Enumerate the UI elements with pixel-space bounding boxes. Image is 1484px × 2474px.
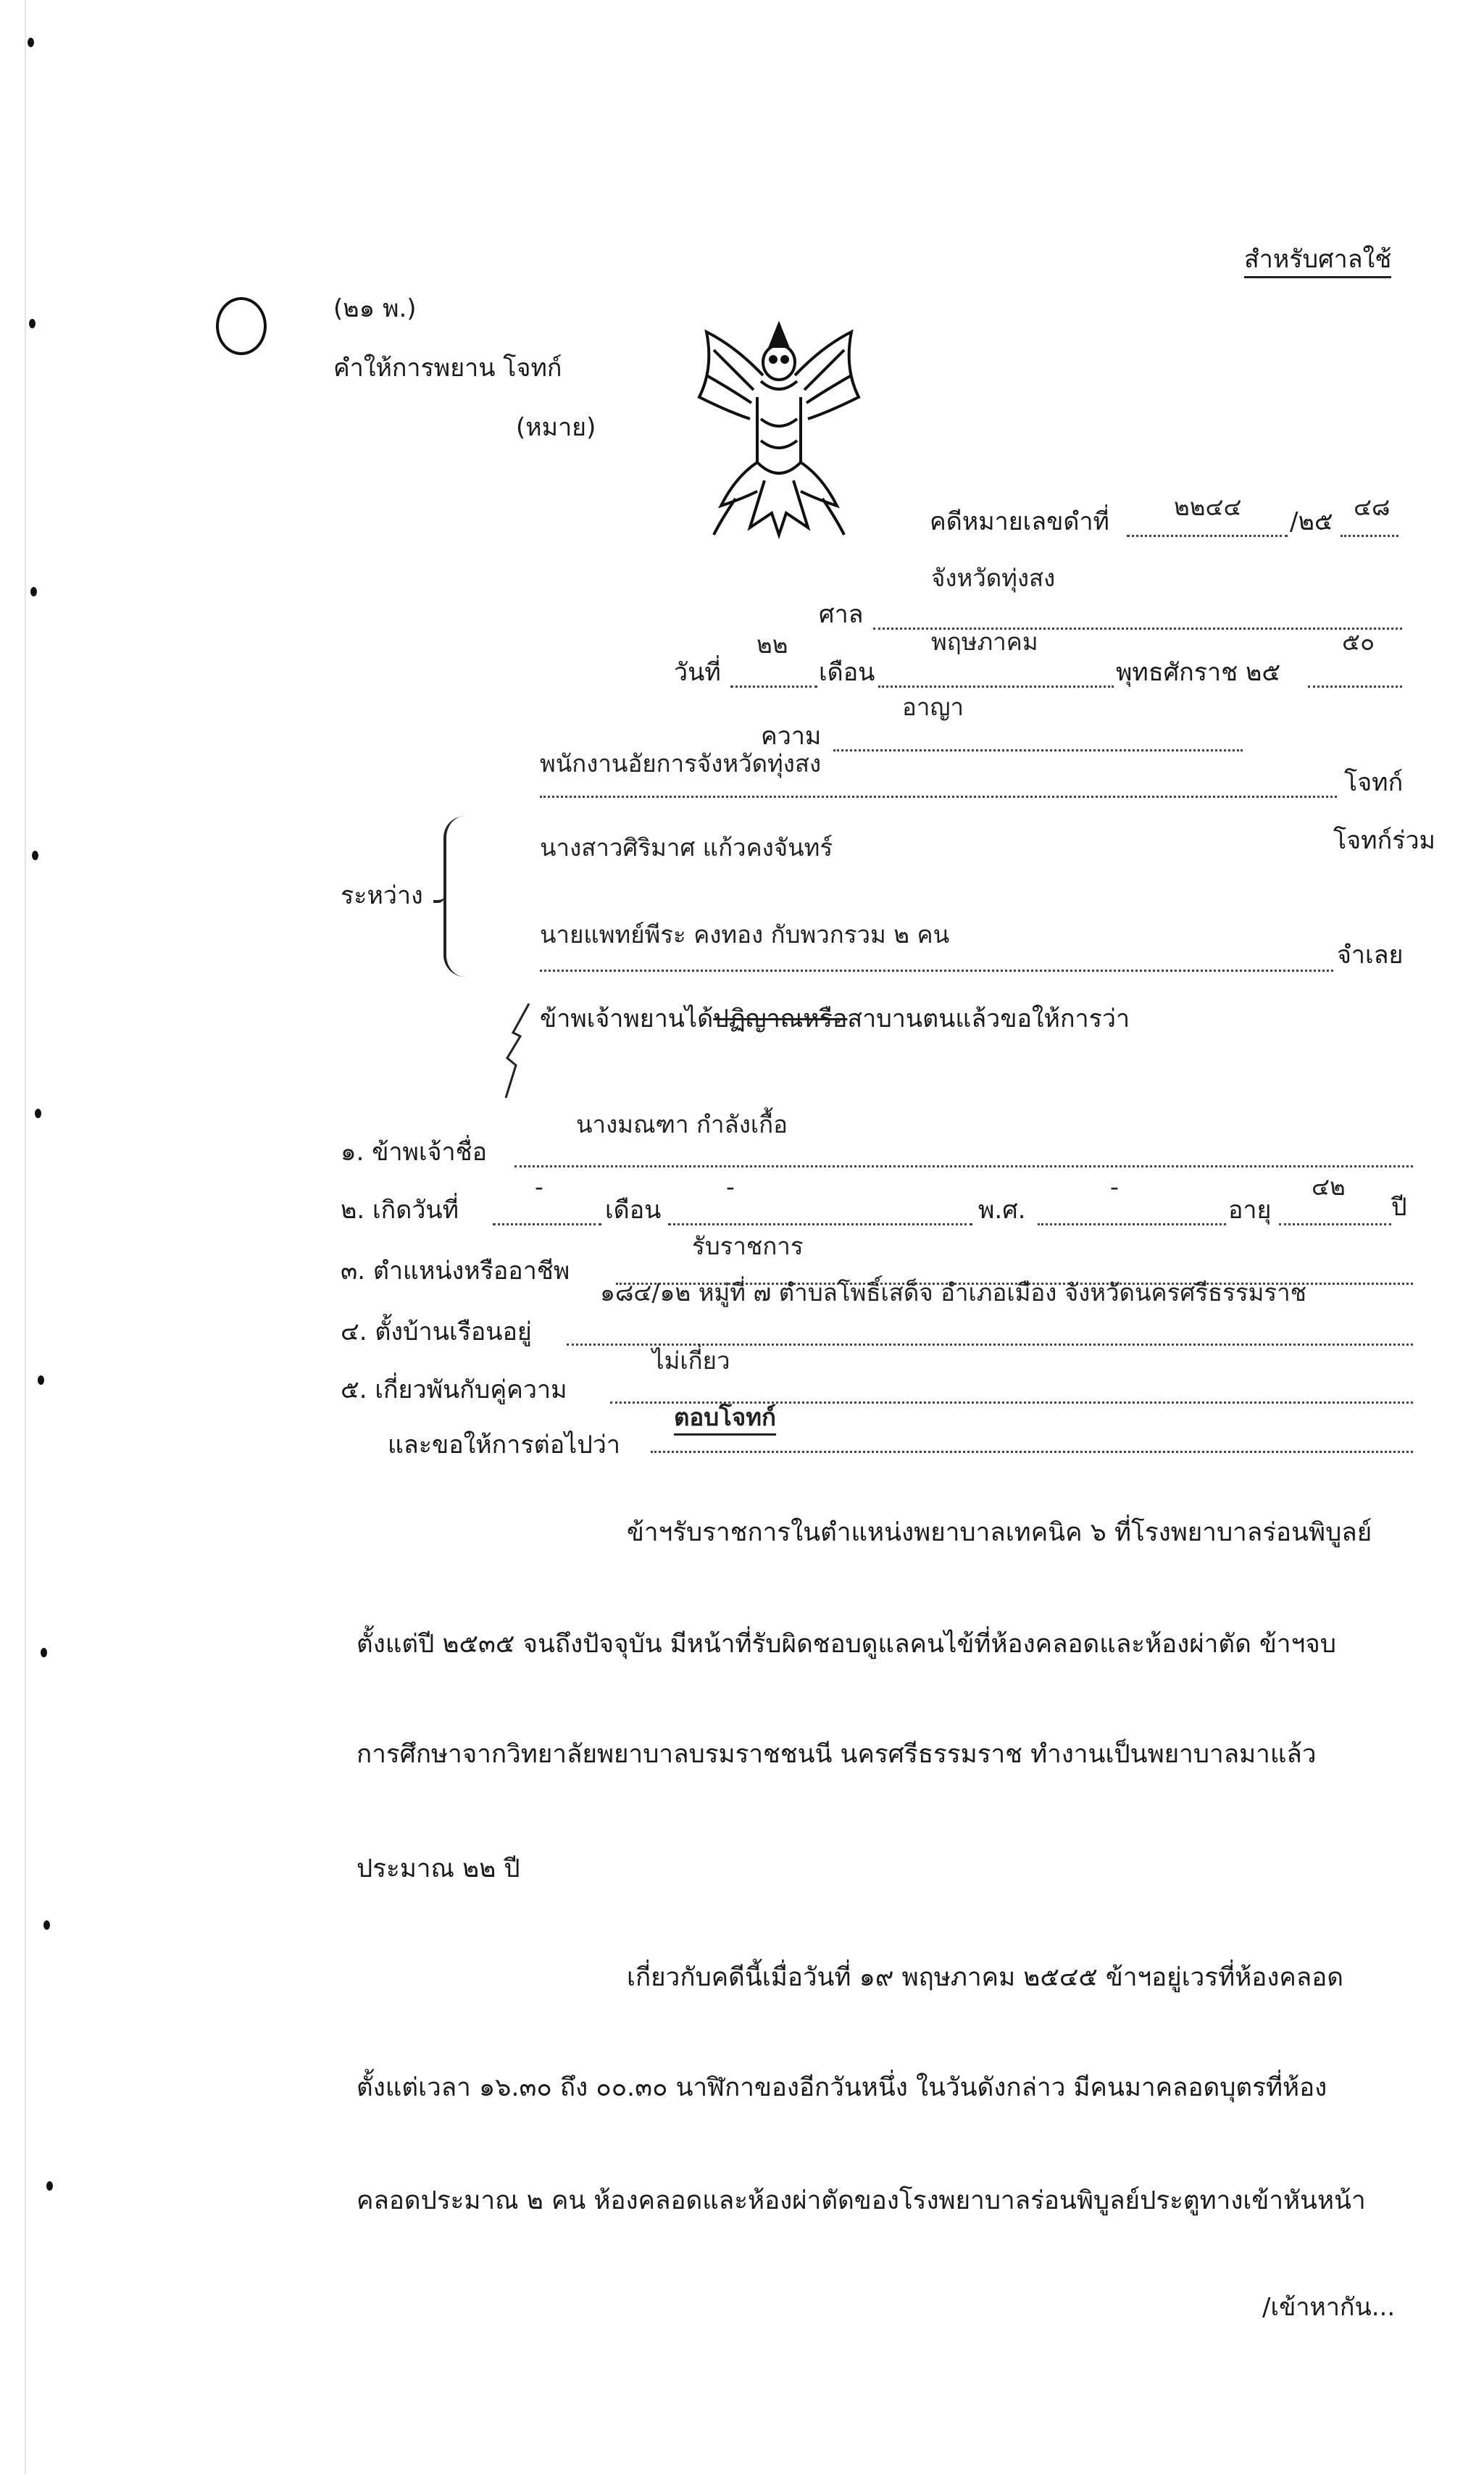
body-line-2: ตั้งแต่ปี ๒๕๓๕ จนถึงปัจจุบัน มีหน้าที่รับผิดชอบดูแลคนไข้ที่ห้องคลอดและห้องผ่าตัด ข้าฯจบ	[357, 1630, 1336, 1659]
month-label: เดือน	[819, 658, 875, 687]
birth-day-dash: -	[535, 1173, 543, 1201]
body-line-7: คลอดประมาณ ๒ คน ห้องคลอดและห้องผ่าตัดของโรงพยาบาลร่อนพิบูลย์ประตูทางเข้าหันหน้า	[357, 2186, 1366, 2215]
name-value: นางมณฑา กำลังเกื้อ	[576, 1110, 788, 1138]
oath-line: ข้าพเจ้าพยานได้ปฏิญาณหรือสาบานตนแล้วขอให้การว่า	[540, 1004, 1130, 1033]
day-value: ๒๒	[756, 630, 788, 659]
name-label: ๑. ข้าพเจ้าชื่อ	[341, 1138, 488, 1167]
occupation-label: ๓. ตำแหน่งหรืออาชีพ	[341, 1257, 570, 1286]
form-title: คำให้การพยาน โจทก์	[333, 354, 562, 383]
body-line-1: ข้าฯรับราชการในตำแหน่งพยาบาลเทคนิค ๖ ที่โรงพยาบาลร่อนพิบูลย์	[627, 1518, 1372, 1547]
court-province-value: จังหวัดทุ่งสง	[931, 564, 1056, 592]
case-year-suffix: ๔๘	[1354, 493, 1391, 521]
case-number-label: คดีหมายเลขดำที่	[930, 507, 1109, 536]
body-line-4: ประมาณ ๒๒ ปี	[357, 1854, 520, 1883]
defendant-value: นายแพทย์พีระ คงทอง กับพวกรวม ๒ คน	[540, 920, 950, 949]
birth-month-dash: -	[726, 1173, 735, 1201]
hole-punch-circle	[216, 297, 267, 355]
garuda-emblem-icon	[692, 317, 866, 549]
further-statement-label: และขอให้การต่อไปว่า	[388, 1430, 620, 1459]
body-line-5: เกี่ยวกับคดีนี้เมื่อวันที่ ๑๙ พฤษภาคม ๒๕๔๕ ข้าฯอยู่เวรที่ห้องคลอด	[627, 1963, 1343, 1992]
co-plaintiff-label: โจทก์ร่วม	[1333, 826, 1435, 855]
birth-date-label: ๒. เกิดวันที่	[341, 1196, 459, 1225]
body-line-3: การศึกษาจากวิทยาลัยพยาบาลบรมราชชนนี นครศรีธรรมราช ทำงานเป็นพยาบาลมาแล้ว	[357, 1740, 1317, 1769]
oath-struck-text: ปฏิญาณหรือ	[713, 1004, 848, 1033]
form-code: (๒๑ พ.)	[333, 294, 417, 323]
body-line-6: ตั้งแต่เวลา ๑๖.๓๐ ถึง ๐๐.๓๐ นาฬิกาของอีกวันหนึ่ง ในวันดังกล่าว มีคนมาคลอดบุตรที่ห้อง	[357, 2073, 1327, 2102]
date-label: วันที่	[674, 658, 721, 687]
page-margin-shadow	[25, 0, 26, 2474]
address-value: ๑๘๔/๑๒ หมู่ที่ ๗ ตำบลโพธิ์เสด็จ อำเภอเมือง จังหวัดนครศรีธรรมราช	[600, 1278, 1307, 1307]
continued-marker: /เข้าหากัน...	[1262, 2293, 1396, 2322]
case-number-value: ๒๒๔๔	[1174, 493, 1242, 521]
birth-month-label: เดือน	[605, 1196, 662, 1225]
plaintiff-label: โจทก์	[1344, 768, 1404, 797]
between-label: ระหว่าง	[341, 881, 423, 910]
form-note: (หมาย)	[516, 413, 596, 442]
age-unit: ปี	[1391, 1193, 1407, 1222]
matter-label: ความ	[761, 722, 822, 751]
birth-year-label: พ.ศ.	[978, 1196, 1026, 1225]
plaintiff-value: พนักงานอัยการจังหวัดทุ่งสง	[540, 749, 822, 778]
co-plaintiff-value: นางสาวศิริมาศ แก้วคงจันทร์	[540, 833, 833, 862]
age-label: อายุ	[1228, 1196, 1272, 1225]
buddhist-era-value: ๕๐	[1342, 628, 1375, 656]
defendant-label: จำเลย	[1337, 941, 1404, 970]
pen-mark-icon	[500, 1000, 543, 1101]
occupation-value: รับราชการ	[692, 1232, 804, 1260]
court-use-label: สำหรับศาลใช้	[1244, 245, 1391, 278]
buddhist-era-label: พุทธศักราช ๒๕	[1116, 658, 1281, 687]
further-statement-value: ตอบโจทก์	[674, 1403, 776, 1436]
month-value: พฤษภาคม	[931, 628, 1038, 656]
case-number-slash: /๒๕	[1290, 507, 1333, 536]
matter-value: อาญา	[902, 693, 964, 721]
birth-year-dash: -	[1110, 1173, 1119, 1201]
relation-value: ไม่เกี่ยว	[652, 1346, 730, 1375]
relation-label: ๕. เกี่ยวพันกับคู่ความ	[341, 1375, 567, 1404]
court-label: ศาล	[819, 600, 864, 629]
address-label: ๔. ตั้งบ้านเรือนอยู่	[341, 1317, 532, 1346]
between-brace	[443, 816, 468, 977]
age-value: ๔๒	[1312, 1173, 1346, 1201]
